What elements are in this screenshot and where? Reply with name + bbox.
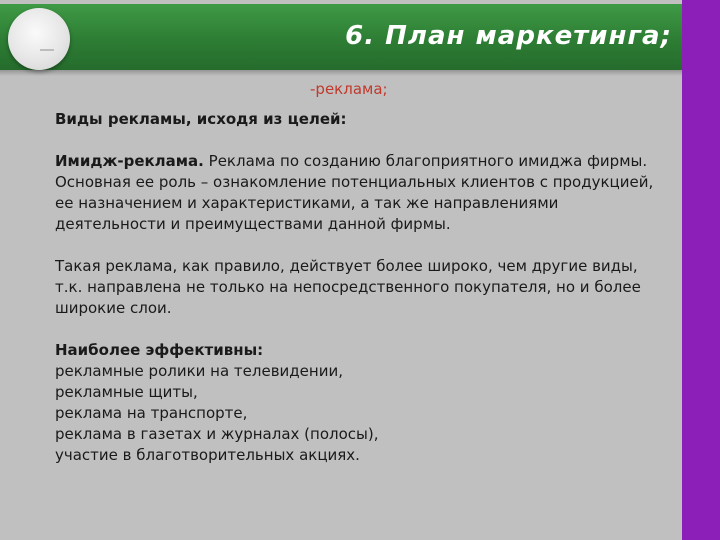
slide-body — [55, 109, 665, 466]
effective-item: рекламные щиты, — [55, 383, 198, 401]
subtitle-dash: - — [310, 80, 316, 98]
effective-heading: Наиболее эффективны: — [55, 341, 264, 359]
subtitle-word: реклама; — [315, 80, 388, 98]
effective-item: реклама в газетах и журналах (полосы), — [55, 425, 379, 443]
reach-paragraph: Такая реклама, как правило, действует более широко, чем другие виды, т.к. направлена не только на непосредственного покупателя, но и более широкие слои. — [55, 257, 641, 317]
image-ad-term: Имидж-реклама. — [55, 152, 204, 170]
slide-title: 6. План маркетинга; — [345, 21, 672, 51]
slide-subtitle — [310, 80, 388, 98]
badge-mark — [40, 49, 54, 51]
header-shadow — [0, 70, 690, 76]
image-ad-text: Реклама по созданию благоприятного имиджа фирмы. Основная ее роль – ознакомление потенциальных клиентов с продукцией, ее назначением и характеристиками, а так же направлениями деятельности и преимуществами данной фирмы. — [55, 152, 654, 233]
side-accent-strip — [682, 0, 720, 540]
section-heading: Виды рекламы, исходя из целей: — [55, 110, 347, 128]
effective-item: рекламные ролики на телевидении, — [55, 362, 343, 380]
image-ad-paragraph — [55, 151, 665, 235]
effective-item: участие в благотворительных акциях. — [55, 446, 360, 464]
slide-badge-icon — [8, 8, 70, 70]
effective-item: реклама на транспорте, — [55, 404, 248, 422]
